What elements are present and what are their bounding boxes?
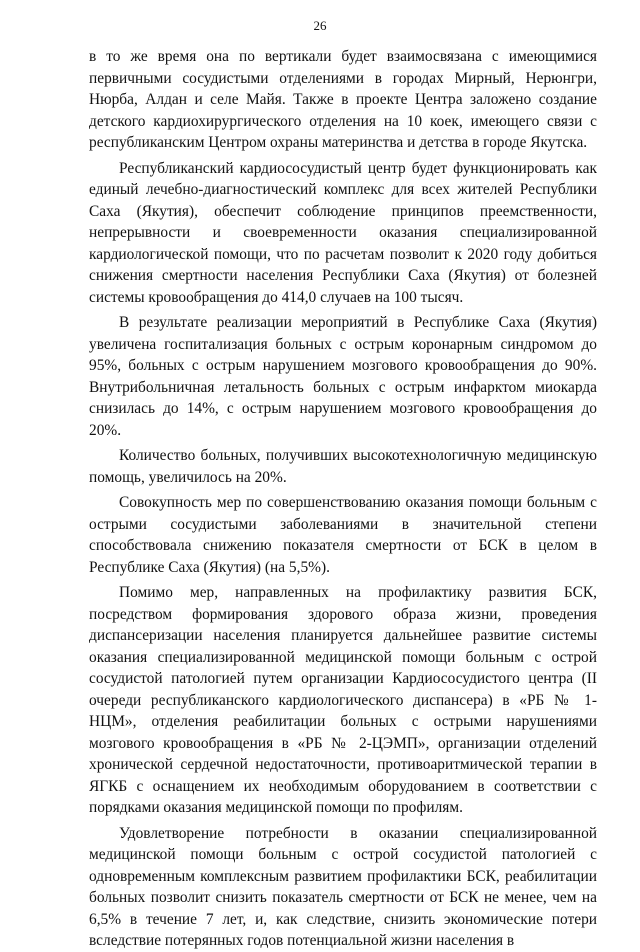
paragraph-high-tech-care: Количество больных, получивших высокотехнологичную медицинскую помощь, увеличилось на 20%. [89,447,597,486]
paragraph-results: В результате реализации мероприятий в Республике Саха (Якутия) увеличена госпитализация больных с острым коронарным синдромом до 95%, больных с острым нарушением мозгового кровообращения до 90%. Внутрибольничная летальность больных с острым инфарктом миокарда снизилась до 14%, с острым нарушением мозгового кровообращения до 20%. [89,314,597,439]
document-body [89,46,597,952]
paragraph-cardio-center: Республиканский кардиососудистый центр будет функционировать как единый лечебно-диагностический комплекс для всех жителей Республики Саха (Якутия), обеспечит соблюдение принципов преемственности, непрерывности и своевременности оказания специализированной кардиологической помощи, что по расчетам позволит к 2020 году добиться снижения смертности населения Республики Саха (Якутия) от болезней системы кровообращения до 414,0 случаев на 100 тысяч. [89,159,597,306]
paragraph-measures-summary: Совокупность мер по совершенствованию оказания помощи больным с острыми сосудистыми заболеваниями в значительной степени способствовала снижению показателя смертности от БСК в целом в Республике Саха (Якутия) (на 5,5%). [89,494,597,576]
paragraph-continuation: в то же время она по вертикали будет взаимосвязана с имеющимися первичными сосудистыми отделениями в городах Мирный, Нерюнгри, Нюрба, Алдан и селе Майя. Также в проекте Центра заложено создание детского кардиохирургического отделения на 10 коек, имеющего связи с республиканским Центром охраны материнства и детства в городе Якутска. [89,48,597,151]
paragraph-prevention-plans: Помимо мер, направленных на профилактику развития БСК, посредством формирования здорового образа жизни, проведения диспансеризации населения планируется дальнейшее развитие системы оказания специализированной медицинской помощи больным с острой сосудистой патологией путем организации Кардиососудистого центра (II очереди республиканского кардиологического диспансера) в «РБ № 1-НЦМ», отделения реабилитации больных с острыми нарушениями мозгового кровообращения в «РБ № 2-ЦЭМП», организации отделений хронической сердечной недостаточности, противоаритмической терапии в ЯГКБ с оснащением их необходимым оборудованием в соответствии с порядками оказания медицинской помощи по профилям. [89,584,597,816]
page-number: 26 [313,18,327,33]
paragraph-mortality-reduction: Удовлетворение потребности в оказании специализированной медицинской помощи больным с острой сосудистой патологией с одновременным комплексным развитием профилактики БСК, реабилитации больных позволит снизить показатель смертности от БСК не менее, чем на 6,5% в течение 7 лет, и, как следствие, снизить экономические потери вследствие потерянных годов потенциальной жизни населения в [89,824,597,949]
